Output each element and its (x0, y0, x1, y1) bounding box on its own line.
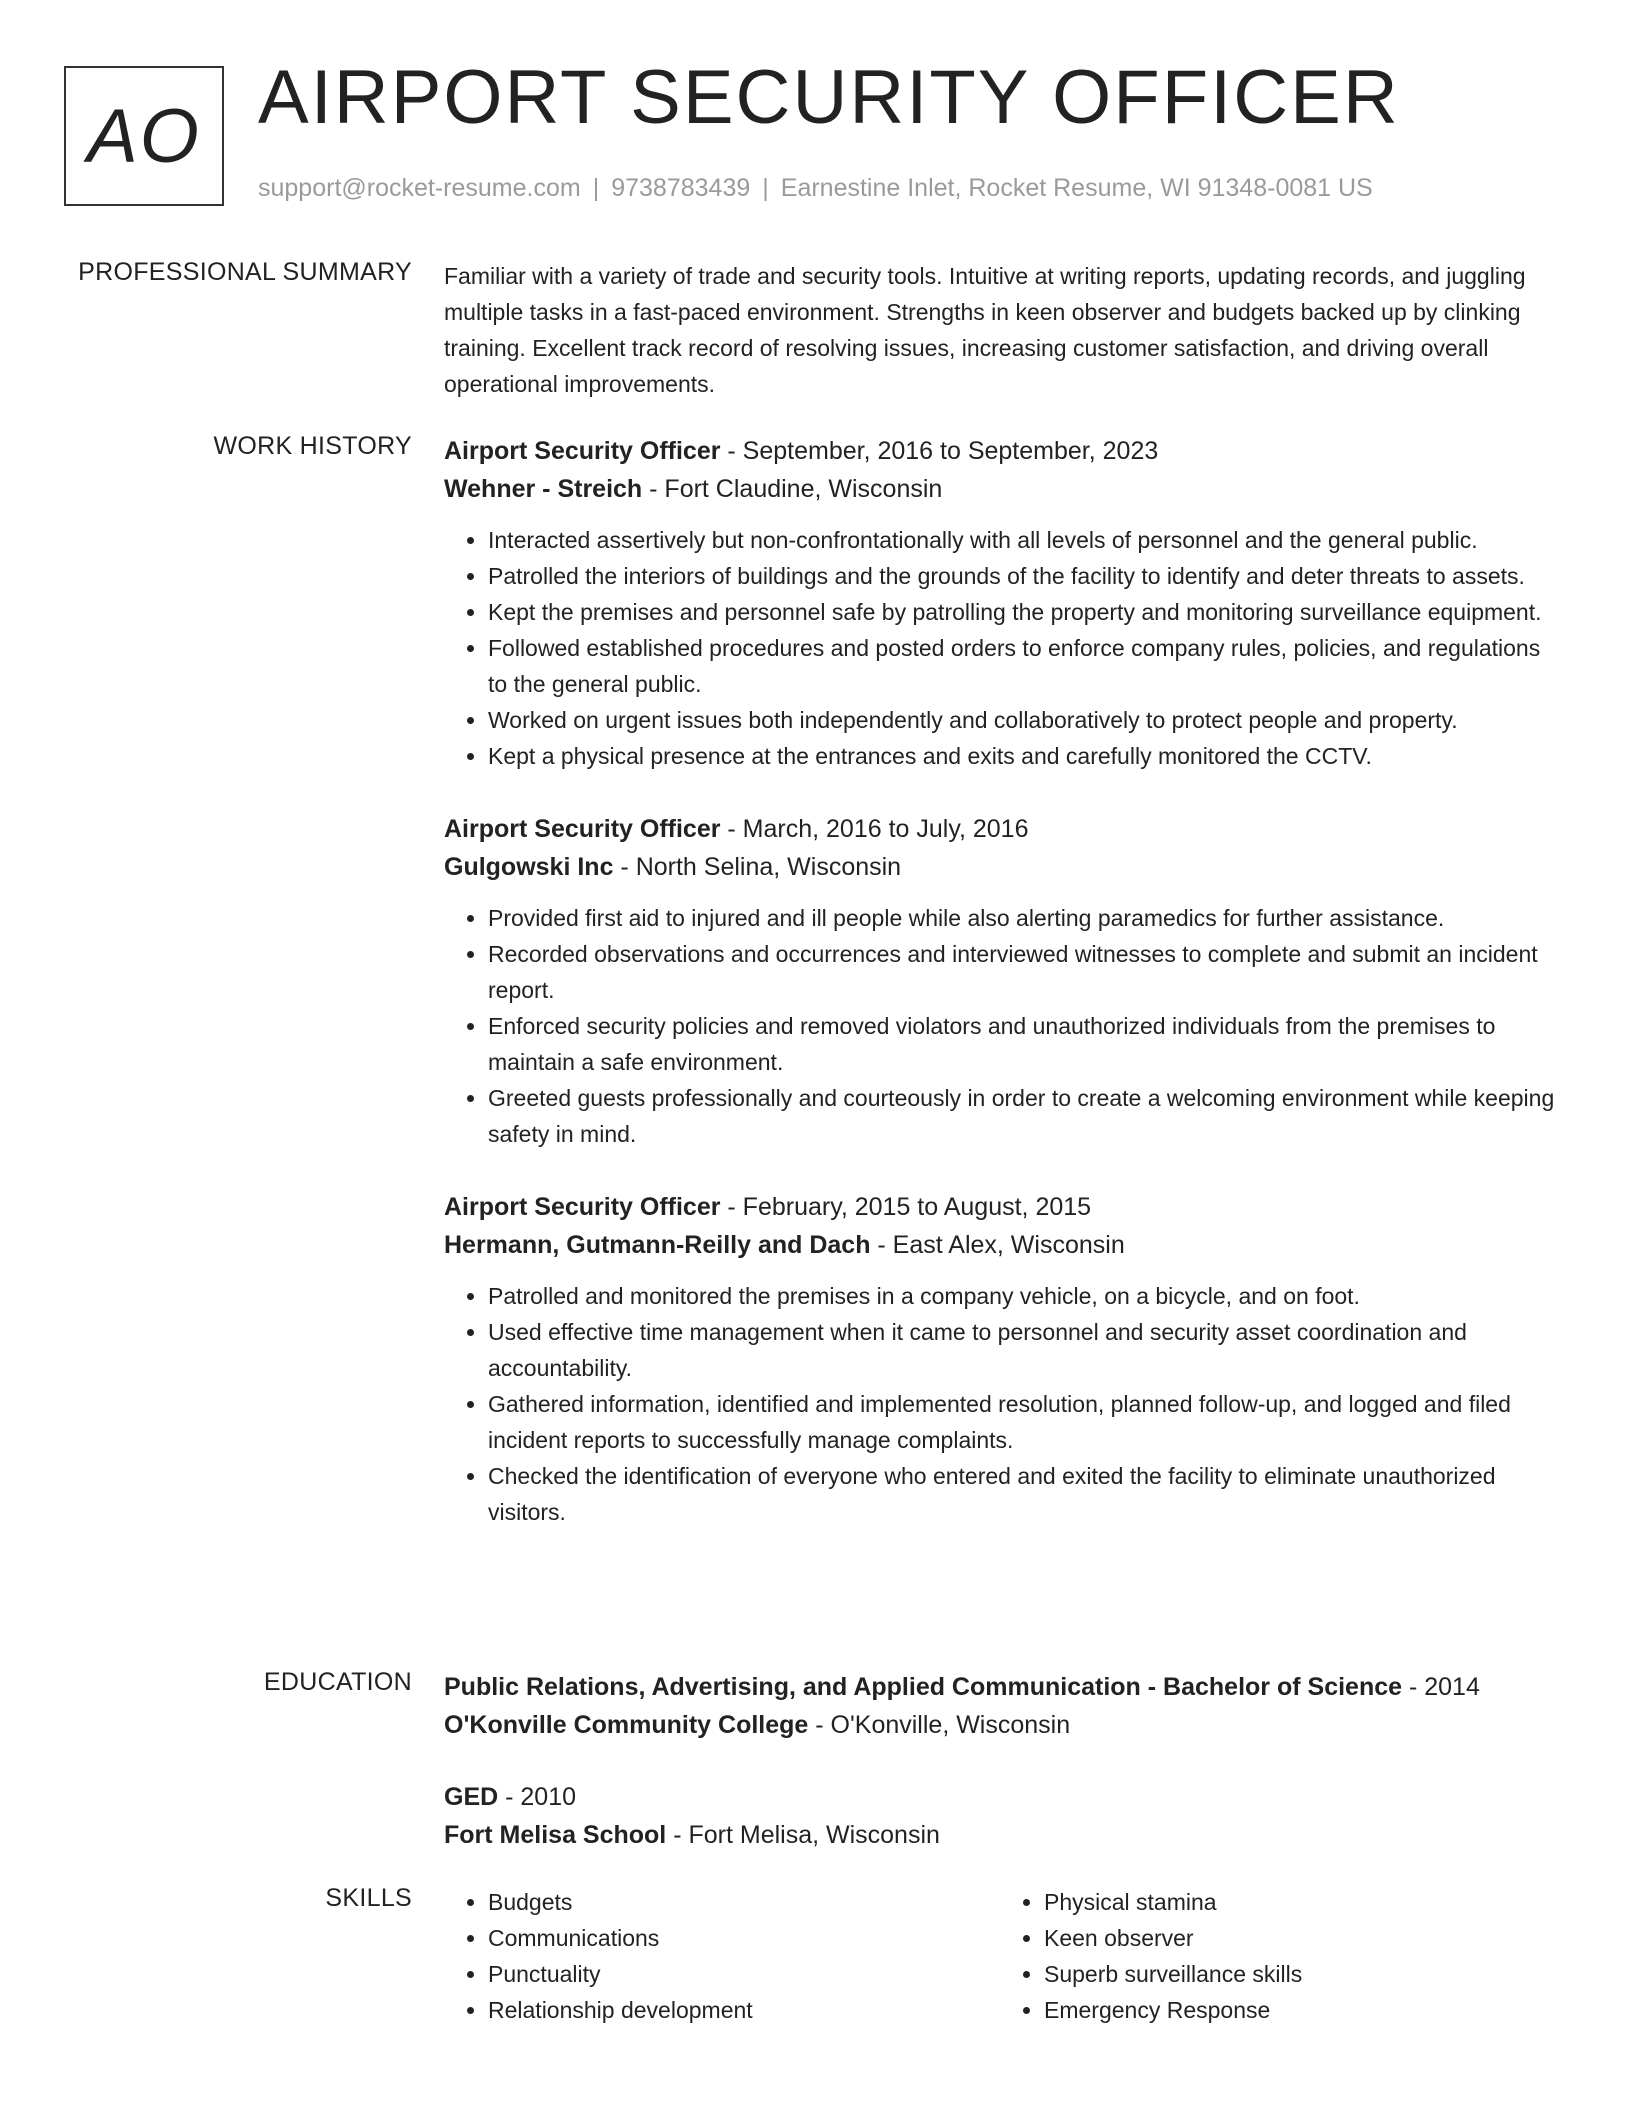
work-history-body (444, 432, 1556, 1566)
section-label-education: EDUCATION (263, 1668, 412, 1696)
job-entry (444, 810, 1556, 1152)
contact-separator: | (592, 174, 600, 202)
contact-separator: | (762, 174, 769, 202)
education-degree: GED (444, 1783, 499, 1811)
list-item: • Enforced security policies and removed violators and unauthorized individuals from the premises to maintain a safe environment. (488, 1008, 1556, 1080)
list-item: • Patrolled the interiors of buildings and the grounds of the facility to identify and deter threats to assets. (488, 558, 1556, 594)
summary-text: Familiar with a variety of trade and security tools. Intuitive at writing reports, updating records, and juggling multiple tasks in a fast-paced environment. Strengths in keen observer and budgets backed up by clinking training. Excellent track record of resolving issues, increasing customer satisfaction, and driving overall operational improvements. (444, 263, 1526, 397)
list-item: • Worked on urgent issues both independently and collaboratively to protect people and property. (488, 702, 1556, 738)
job-title: Airport Security Officer (444, 815, 721, 843)
education-location: - Fort Melisa, Wisconsin (666, 1821, 940, 1849)
job-bullets (444, 900, 1556, 1152)
list-item: • Kept the premises and personnel safe by patrolling the property and monitoring surveillance equipment. (488, 594, 1556, 630)
job-bullets (444, 522, 1556, 774)
list-item: • Keen observer (1044, 1920, 1556, 1956)
job-title-line (444, 1188, 1556, 1226)
list-item: • Gathered information, identified and implemented resolution, planned follow-up, and logged and filed incident reports to successfully manage complaints. (488, 1386, 1556, 1458)
list-item: • Punctuality (488, 1956, 1000, 1992)
skills-body (444, 1884, 1556, 2028)
list-item: • Followed established procedures and posted orders to enforce company rules, policies, and regulations to the general public. (488, 630, 1556, 702)
contact-address: Earnestine Inlet, Rocket Resume, WI 91348-0081 US (780, 174, 1373, 202)
job-title: Airport Security Officer (444, 1193, 721, 1221)
education-body (444, 1668, 1556, 1888)
job-title: Airport Security Officer (444, 437, 721, 465)
summary-body (444, 258, 1556, 402)
section-label-summary: PROFESSIONAL SUMMARY (78, 258, 412, 286)
list-item: • Used effective time management when it came to personnel and security asset coordination and accountability. (488, 1314, 1556, 1386)
job-location: - Fort Claudine, Wisconsin (642, 475, 943, 503)
education-year: - 2014 (1402, 1673, 1480, 1701)
job-title-line (444, 432, 1556, 470)
monogram-badge: AO (64, 66, 224, 206)
education-school: O'Konville Community College (444, 1711, 809, 1739)
list-item: • Checked the identification of everyone who entered and exited the facility to eliminate unauthorized visitors. (488, 1458, 1556, 1530)
job-location: - East Alex, Wisconsin (870, 1231, 1125, 1259)
job-company: Gulgowski Inc (444, 853, 614, 881)
list-item: • Interacted assertively but non-confrontationally with all levels of personnel and the general public. (488, 522, 1556, 558)
job-company: Hermann, Gutmann-Reilly and Dach (444, 1231, 871, 1259)
job-title-line (444, 810, 1556, 848)
list-item: • Provided first aid to injured and ill people while also alerting paramedics for further assistance. (488, 900, 1556, 936)
section-label-skills: SKILLS (325, 1884, 412, 1912)
contact-line (258, 174, 1373, 203)
list-item: • Kept a physical presence at the entrances and exits and carefully monitored the CCTV. (488, 738, 1556, 774)
job-bullets (444, 1278, 1556, 1530)
list-item: • Recorded observations and occurrences and interviewed witnesses to complete and submit an incident report. (488, 936, 1556, 1008)
job-location: - North Selina, Wisconsin (613, 853, 902, 881)
education-school-line (444, 1706, 1556, 1744)
contact-email: support@rocket-resume.com (258, 174, 581, 202)
job-company-line (444, 1226, 1556, 1264)
list-item: • Relationship development (488, 1992, 1000, 2028)
list-item: • Superb surveillance skills (1044, 1956, 1556, 1992)
job-company: Wehner - Streich (444, 475, 643, 503)
list-item: • Patrolled and monitored the premises in a company vehicle, on a bicycle, and on foot. (488, 1278, 1556, 1314)
education-school-line (444, 1816, 1556, 1854)
job-company-line (444, 470, 1556, 508)
section-label-work: WORK HISTORY (213, 432, 412, 460)
list-item: • Communications (488, 1920, 1000, 1956)
education-entry (444, 1668, 1556, 1744)
skills-list-left (444, 1884, 1000, 2028)
list-item: • Greeted guests professionally and courteously in order to create a welcoming environment while keeping safety in mind. (488, 1080, 1556, 1152)
list-item: • Physical stamina (1044, 1884, 1556, 1920)
job-company-line (444, 848, 1556, 886)
list-item: • Budgets (488, 1884, 1000, 1920)
education-year: - 2010 (498, 1783, 577, 1811)
job-entry (444, 1188, 1556, 1530)
education-location: - O'Konville, Wisconsin (808, 1711, 1071, 1739)
job-dates: - September, 2016 to September, 2023 (720, 437, 1159, 465)
education-degree-line (444, 1668, 1556, 1706)
education-school: Fort Melisa School (444, 1821, 667, 1849)
contact-phone: 9738783439 (611, 174, 751, 202)
page-title: AIRPORT SECURITY OFFICER (258, 55, 1400, 140)
job-entry (444, 432, 1556, 774)
education-entry (444, 1778, 1556, 1854)
job-dates: - March, 2016 to July, 2016 (720, 815, 1029, 843)
list-item: • Emergency Response (1044, 1992, 1556, 2028)
skills-list-right (1000, 1884, 1556, 2028)
job-dates: - February, 2015 to August, 2015 (720, 1193, 1092, 1221)
education-degree-line (444, 1778, 1556, 1816)
education-degree: Public Relations, Advertising, and Applied Communication - Bachelor of Science (444, 1673, 1403, 1701)
